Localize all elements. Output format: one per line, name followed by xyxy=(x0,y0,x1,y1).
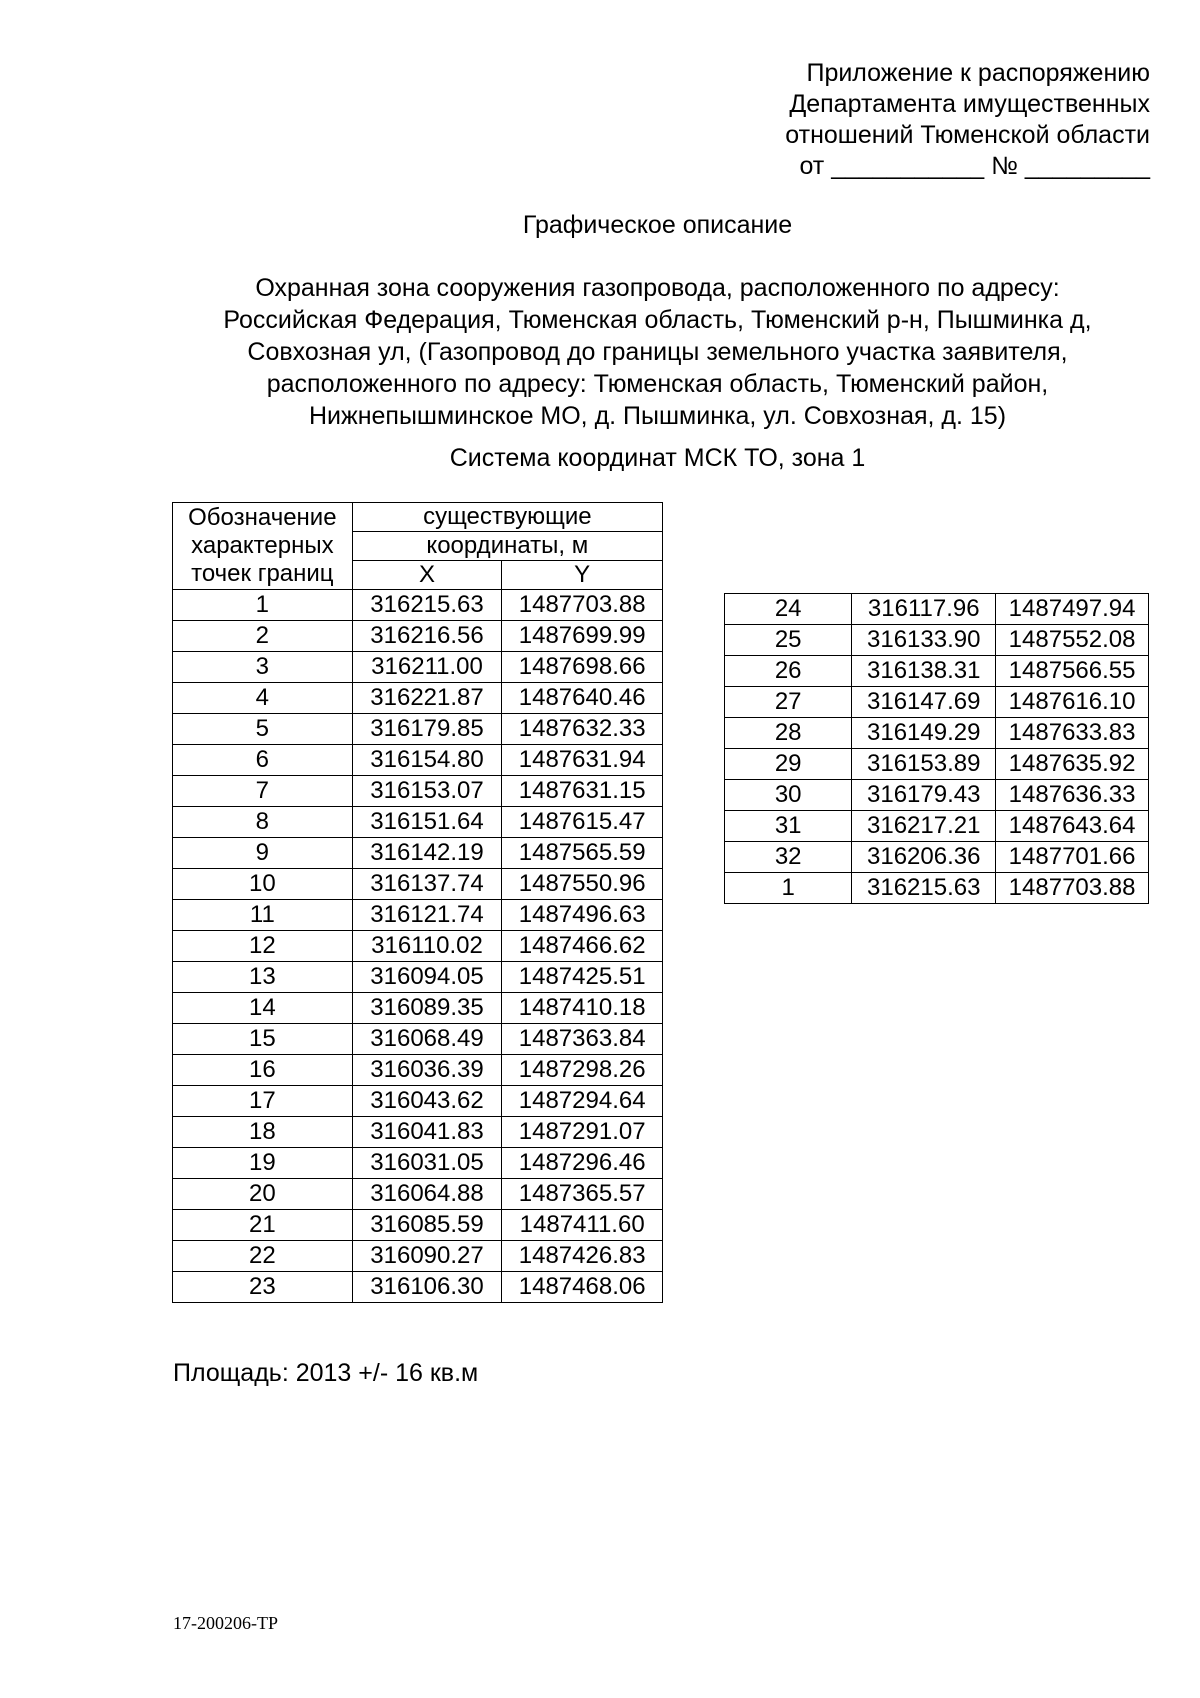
x-coordinate-cell: 316031.05 xyxy=(352,1148,502,1179)
x-coordinate-cell: 316068.49 xyxy=(352,1024,502,1055)
point-number-cell: 1 xyxy=(725,873,852,904)
point-number-cell: 19 xyxy=(173,1148,353,1179)
point-number-cell: 29 xyxy=(725,749,852,780)
table-row xyxy=(173,621,663,652)
zone-description xyxy=(160,272,1155,432)
x-coordinate-cell: 316137.74 xyxy=(352,869,502,900)
point-number-cell: 7 xyxy=(173,776,353,807)
y-coordinate-cell: 1487291.07 xyxy=(502,1117,663,1148)
y-coordinate-cell: 1487631.94 xyxy=(502,745,663,776)
point-number-cell: 22 xyxy=(173,1241,353,1272)
point-number-cell: 30 xyxy=(725,780,852,811)
table-row xyxy=(173,590,663,621)
table-row xyxy=(173,1055,663,1086)
zone-description-line: Охранная зона сооружения газопровода, расположенного по адресу: xyxy=(255,274,1060,302)
table-row xyxy=(725,842,1149,873)
y-coordinate-cell: 1487425.51 xyxy=(502,962,663,993)
y-coordinate-cell: 1487468.06 xyxy=(502,1272,663,1303)
table-row xyxy=(173,1086,663,1117)
x-coordinate-cell: 316089.35 xyxy=(352,993,502,1024)
x-coordinate-cell: 316133.90 xyxy=(852,625,996,656)
y-coordinate-cell: 1487497.94 xyxy=(996,594,1149,625)
x-coordinate-cell: 316106.30 xyxy=(352,1272,502,1303)
x-coordinate-cell: 316110.02 xyxy=(352,931,502,962)
y-coordinate-cell: 1487296.46 xyxy=(502,1148,663,1179)
point-number-cell: 15 xyxy=(173,1024,353,1055)
table-row xyxy=(725,625,1149,656)
y-coordinate-cell: 1487703.88 xyxy=(996,873,1149,904)
point-number-cell: 3 xyxy=(173,652,353,683)
table-row xyxy=(173,1210,663,1241)
table-row xyxy=(173,776,663,807)
table-row xyxy=(173,683,663,714)
document-code: 17-200206-ТР xyxy=(173,1613,278,1633)
point-number-cell: 11 xyxy=(173,900,353,931)
x-coordinate-cell: 316206.36 xyxy=(852,842,996,873)
table-row xyxy=(173,900,663,931)
x-coordinate-cell: 316179.85 xyxy=(352,714,502,745)
zone-description-line: расположенного по адресу: Тюменская область, Тюменский район, xyxy=(266,370,1049,398)
x-coordinate-cell: 316147.69 xyxy=(852,687,996,718)
x-coordinate-cell: 316215.63 xyxy=(352,590,502,621)
y-coordinate-cell: 1487298.26 xyxy=(502,1055,663,1086)
y-coordinate-cell: 1487635.92 xyxy=(996,749,1149,780)
zone-description-line: Российская Федерация, Тюменская область, Тюменский р-н, Пышминка д, xyxy=(223,306,1092,334)
x-coordinate-cell: 316211.00 xyxy=(352,652,502,683)
coordinates-table-continued xyxy=(724,593,1149,904)
coords-header: существующие xyxy=(352,503,662,532)
table-row xyxy=(173,1117,663,1148)
x-coordinate-cell: 316138.31 xyxy=(852,656,996,687)
y-coordinate-cell: 1487636.33 xyxy=(996,780,1149,811)
table-row xyxy=(173,1272,663,1303)
point-number-cell: 28 xyxy=(725,718,852,749)
point-number-cell: 26 xyxy=(725,656,852,687)
table-row xyxy=(173,993,663,1024)
y-coordinate-cell: 1487294.64 xyxy=(502,1086,663,1117)
point-number-cell: 32 xyxy=(725,842,852,873)
x-coordinate-cell: 316043.62 xyxy=(352,1086,502,1117)
appendix-date-number-line: от ___________ № _________ xyxy=(799,152,1150,180)
y-coordinate-cell: 1487631.15 xyxy=(502,776,663,807)
zone-description-line: Нижнепышминское МО, д. Пышминка, ул. Совхозная, д. 15) xyxy=(308,402,1007,430)
y-coordinate-cell: 1487632.33 xyxy=(502,714,663,745)
zone-description-line: Совхозная ул, (Газопровод до границы земельного участка заявителя, xyxy=(247,338,1068,366)
point-number-cell: 25 xyxy=(725,625,852,656)
y-coordinate-cell: 1487643.64 xyxy=(996,811,1149,842)
point-number-cell: 8 xyxy=(173,807,353,838)
x-coordinate-cell: 316149.29 xyxy=(852,718,996,749)
table-row xyxy=(725,811,1149,842)
point-number-cell: 31 xyxy=(725,811,852,842)
table-row xyxy=(173,745,663,776)
x-coordinate-cell: 316142.19 xyxy=(352,838,502,869)
coordinates-table-main xyxy=(172,502,663,1303)
header-text: точек границ xyxy=(191,560,334,587)
point-number-cell: 16 xyxy=(173,1055,353,1086)
table-body xyxy=(173,590,663,1303)
table-row xyxy=(725,780,1149,811)
point-number-cell: 2 xyxy=(173,621,353,652)
y-coordinate-cell: 1487701.66 xyxy=(996,842,1149,873)
point-number-cell: 20 xyxy=(173,1179,353,1210)
y-coordinate-cell: 1487411.60 xyxy=(502,1210,663,1241)
point-number-cell: 12 xyxy=(173,931,353,962)
y-coordinate-cell: 1487426.83 xyxy=(502,1241,663,1272)
table-row xyxy=(173,807,663,838)
table-row xyxy=(173,869,663,900)
x-coordinate-cell: 316215.63 xyxy=(852,873,996,904)
document-title: Графическое описание xyxy=(522,211,793,239)
y-column-header: Y xyxy=(502,561,663,590)
table-row xyxy=(725,873,1149,904)
point-number-cell: 18 xyxy=(173,1117,353,1148)
y-coordinate-cell: 1487565.59 xyxy=(502,838,663,869)
point-number-cell: 10 xyxy=(173,869,353,900)
table-row xyxy=(173,1148,663,1179)
point-number-cell: 6 xyxy=(173,745,353,776)
table-row xyxy=(173,1241,663,1272)
y-coordinate-cell: 1487615.47 xyxy=(502,807,663,838)
point-number-cell: 21 xyxy=(173,1210,353,1241)
table-row xyxy=(173,1179,663,1210)
table-body xyxy=(725,594,1149,904)
appendix-line: Департамента имущественных xyxy=(789,90,1150,118)
x-coordinate-cell: 316154.80 xyxy=(352,745,502,776)
x-coordinate-cell: 316151.64 xyxy=(352,807,502,838)
point-number-cell: 24 xyxy=(725,594,852,625)
table-row xyxy=(725,749,1149,780)
point-number-cell: 23 xyxy=(173,1272,353,1303)
x-coordinate-cell: 316090.27 xyxy=(352,1241,502,1272)
coords-header-unit: координаты, м xyxy=(352,532,662,561)
table-row xyxy=(173,1024,663,1055)
y-coordinate-cell: 1487616.10 xyxy=(996,687,1149,718)
x-coordinate-cell: 316041.83 xyxy=(352,1117,502,1148)
x-coordinate-cell: 316216.56 xyxy=(352,621,502,652)
table-row xyxy=(173,714,663,745)
x-coordinate-cell: 316153.89 xyxy=(852,749,996,780)
x-coordinate-cell: 316121.74 xyxy=(352,900,502,931)
table-row xyxy=(173,838,663,869)
y-coordinate-cell: 1487552.08 xyxy=(996,625,1149,656)
x-coordinate-cell: 316153.07 xyxy=(352,776,502,807)
y-coordinate-cell: 1487466.62 xyxy=(502,931,663,962)
table-row xyxy=(725,718,1149,749)
x-coordinate-cell: 316117.96 xyxy=(852,594,996,625)
x-coordinate-cell: 316217.21 xyxy=(852,811,996,842)
y-coordinate-cell: 1487550.96 xyxy=(502,869,663,900)
y-coordinate-cell: 1487698.66 xyxy=(502,652,663,683)
x-coordinate-cell: 316036.39 xyxy=(352,1055,502,1086)
point-number-cell: 9 xyxy=(173,838,353,869)
header-text: Обозначение xyxy=(188,504,337,531)
y-coordinate-cell: 1487410.18 xyxy=(502,993,663,1024)
table-row xyxy=(173,931,663,962)
point-number-cell: 4 xyxy=(173,683,353,714)
appendix-header xyxy=(650,58,1150,182)
area-label: Площадь: 2013 +/- 16 кв.м xyxy=(173,1359,479,1387)
x-coordinate-cell: 316179.43 xyxy=(852,780,996,811)
table-row xyxy=(173,962,663,993)
y-coordinate-cell: 1487699.99 xyxy=(502,621,663,652)
point-designation-header xyxy=(173,503,353,590)
table-row xyxy=(725,656,1149,687)
y-coordinate-cell: 1487633.83 xyxy=(996,718,1149,749)
x-coordinate-cell: 316064.88 xyxy=(352,1179,502,1210)
x-coordinate-cell: 316085.59 xyxy=(352,1210,502,1241)
x-coordinate-cell: 316094.05 xyxy=(352,962,502,993)
table-row xyxy=(725,687,1149,718)
y-coordinate-cell: 1487363.84 xyxy=(502,1024,663,1055)
header-text: характерных xyxy=(191,532,334,559)
y-coordinate-cell: 1487365.57 xyxy=(502,1179,663,1210)
y-coordinate-cell: 1487640.46 xyxy=(502,683,663,714)
table-row xyxy=(173,652,663,683)
point-number-cell: 27 xyxy=(725,687,852,718)
table-row xyxy=(725,594,1149,625)
point-number-cell: 1 xyxy=(173,590,353,621)
coordinate-system-label: Система координат МСК ТО, зона 1 xyxy=(449,444,866,472)
y-coordinate-cell: 1487566.55 xyxy=(996,656,1149,687)
x-coordinate-cell: 316221.87 xyxy=(352,683,502,714)
point-number-cell: 14 xyxy=(173,993,353,1024)
y-coordinate-cell: 1487496.63 xyxy=(502,900,663,931)
point-number-cell: 17 xyxy=(173,1086,353,1117)
appendix-line: отношений Тюменской области xyxy=(785,121,1150,149)
x-column-header: X xyxy=(352,561,502,590)
point-number-cell: 5 xyxy=(173,714,353,745)
appendix-line: Приложение к распоряжению xyxy=(806,59,1150,87)
y-coordinate-cell: 1487703.88 xyxy=(502,590,663,621)
point-number-cell: 13 xyxy=(173,962,353,993)
